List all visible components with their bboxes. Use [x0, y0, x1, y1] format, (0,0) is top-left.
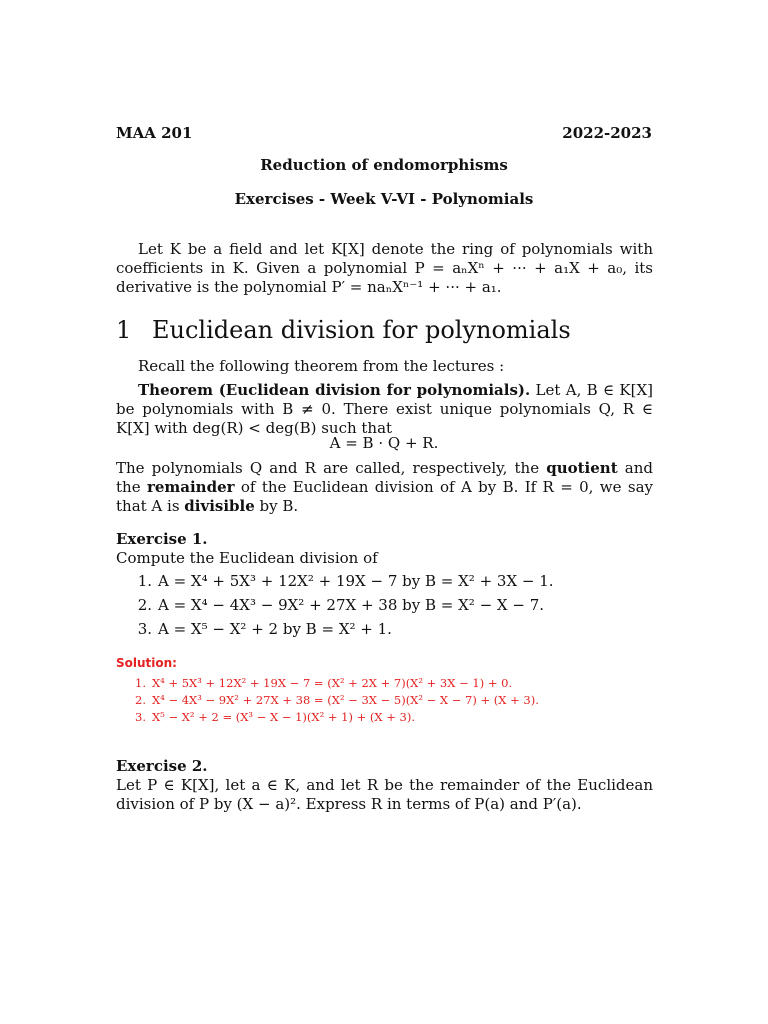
- course-code: MAA 201: [116, 124, 193, 142]
- solution-list: [116, 676, 539, 727]
- exercise-2-text: Let P ∈ K[X], let a ∈ K, and let R be the remainder of the Euclidean division of P by (X − a)². Express R in terms of P(a) and P′(a).: [116, 776, 653, 813]
- section-number: 1: [116, 316, 132, 344]
- term-remainder: remainder: [146, 478, 235, 496]
- exercise-1-list: [116, 572, 554, 644]
- definitions-text: The polynomials Q and R are called, respectively, the: [116, 459, 547, 477]
- document-subtitle: Exercises - Week V-VI - Polynomials: [234, 190, 534, 208]
- solution-item: [116, 693, 539, 710]
- theorem-formula: A = B · Q + R.: [329, 434, 439, 452]
- item-number: 2.: [135, 693, 146, 707]
- academic-year: 2022-2023: [562, 124, 652, 142]
- item-number: 2.: [137, 596, 152, 614]
- item-text: A = X⁴ + 5X³ + 12X² + 19X − 7 by B = X² + 3X − 1.: [158, 572, 554, 590]
- recall-text: Recall the following theorem from the lectures :: [138, 357, 505, 375]
- solution-item: [116, 710, 539, 727]
- section-title: Euclidean division for polynomials: [152, 316, 571, 344]
- section-heading: [116, 316, 571, 344]
- solution-label: Solution:: [116, 656, 177, 670]
- exercise-1-prompt: Compute the Euclidean division of: [116, 549, 378, 567]
- item-text: A = X⁴ − 4X³ − 9X² + 27X + 38 by B = X² − X − 7.: [158, 596, 545, 614]
- item-number: 3.: [137, 620, 152, 638]
- theorem-statement: [116, 381, 653, 438]
- theorem-text: Let A, B ∈ K[X] be polynomials with B ≠ 0. There exist unique polynomials Q, R ∈ K[X] with deg(R) < deg(B) such that: [116, 381, 653, 437]
- item-text: X⁴ + 5X³ + 12X² + 19X − 7 = (X² + 2X + 7)(X² + 3X − 1) + 0.: [152, 676, 513, 690]
- theorem-label: Theorem (Euclidean division for polynomials).: [138, 381, 531, 399]
- solution-item: [116, 676, 539, 693]
- term-divisible: divisible: [184, 497, 255, 515]
- item-number: 1.: [137, 572, 152, 590]
- intro-paragraph: Let K be a field and let K[X] denote the ring of polynomials with coefficients in K. Given a polynomial P = aₙXⁿ + ··· + a₁X + a₀, its derivative is the polynomial P′ = naₙXⁿ⁻¹ + ··· + a₁.: [116, 240, 653, 296]
- item-number: 1.: [135, 676, 146, 690]
- list-item: [116, 572, 554, 596]
- item-text: X⁵ − X² + 2 = (X³ − X − 1)(X² + 1) + (X + 3).: [152, 710, 415, 724]
- item-text: A = X⁵ − X² + 2 by B = X² + 1.: [158, 620, 392, 638]
- definitions-paragraph: [116, 459, 653, 516]
- term-quotient: quotient: [546, 459, 618, 477]
- definitions-text: and the: [116, 459, 653, 496]
- list-item: [116, 596, 554, 620]
- exercise-1-title: Exercise 1.: [116, 530, 208, 548]
- item-number: 3.: [135, 710, 146, 724]
- definitions-text: of the Euclidean division of A by B. If R = 0, we say that A is: [116, 478, 653, 515]
- list-item: [116, 620, 554, 644]
- definitions-text: by B.: [254, 497, 299, 515]
- document-title: Reduction of endomorphisms: [260, 156, 508, 174]
- exercise-2-title: Exercise 2.: [116, 757, 208, 775]
- item-text: X⁴ − 4X³ − 9X² + 27X + 38 = (X² − 3X − 5)(X² − X − 7) + (X + 3).: [152, 693, 539, 707]
